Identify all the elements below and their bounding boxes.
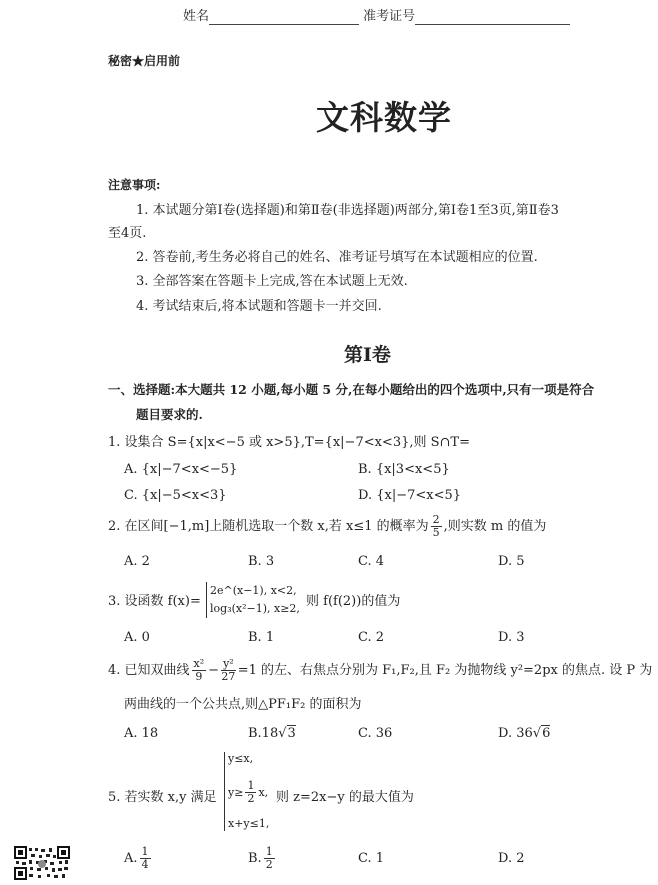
q4-stem [108,657,652,685]
q5-b-frac [264,846,275,871]
q5-c1: y≤x, [228,752,254,765]
q5-b-num: 1 [265,845,273,858]
q1-option-c: C. {x|−5<x<3} [124,488,227,503]
radical-icon: √ [532,726,542,741]
q5-c2-num: 1 [247,779,255,792]
q3-option-d: D. 3 [498,630,525,645]
q4-b-rad: 3 [287,726,296,741]
q3-option-a: A. 0 [124,630,150,645]
q5-c2-den: 2 [247,792,255,805]
q4-option-a: A. 18 [124,726,159,741]
q5-stem-pre: 5. 若实数 x,y 满足 [108,790,217,805]
notice-item-1: 1. 本试题分第Ⅰ卷(选择题)和第Ⅱ卷(非选择题)两部分,第Ⅰ卷1至3页,第Ⅱ卷3 [136,203,559,218]
q3-stem-pre: 3. 设函数 f(x)= [108,594,201,609]
q4-d-rad: 6 [542,726,551,741]
section-title: 第Ⅰ卷 [344,344,391,366]
q3-piecewise [206,582,300,618]
q4-f2-den: 27 [221,670,236,683]
q5-c2-frac [245,780,256,805]
q3-option-b: B. 1 [248,630,275,645]
q2-option-c: C. 4 [358,554,385,569]
q5-b-pre: B. [248,851,262,866]
page-title: 文科数学 [316,98,452,137]
q5-option-c: C. 1 [358,851,385,866]
name-label: 姓名 [183,9,210,24]
q5-a-num: 1 [141,845,149,858]
q4-option-c: C. 36 [358,726,393,741]
q2-fraction [431,514,442,539]
notice-item-3: 3. 全部答案在答题卡上完成,答在本试题上无效. [136,274,408,289]
q2-den: 5 [432,526,440,539]
q1-option-a: A. {x|−7<x<−5} [124,462,238,477]
q4-b-pre: B.18 [248,726,279,741]
q5-c2-post: x, [258,785,269,799]
q2-option-d: D. 5 [498,554,525,569]
q4-f1-num: x² [193,657,205,670]
q2-option-a: A. 2 [124,554,150,569]
q4-minus: − [208,663,220,678]
q2-stem-pre: 2. 在区间[−1,m]上随机选取一个数 x,若 x≤1 的概率为 [108,519,429,534]
q3-option-c: C. 2 [358,630,385,645]
q5-constraints [224,752,269,831]
part1-heading-cont: 题目要求的. [136,407,203,422]
q5-option-a [124,846,153,872]
q5-c3: x+y≤1, [228,817,270,830]
q5-b-den: 2 [265,858,273,871]
q4-frac-y [221,658,236,683]
q5-c2-pre: y≥ [228,785,244,799]
q5-stem-post: 则 z=2x−y 的最大值为 [276,790,414,805]
q5-option-d: D. 2 [498,851,525,866]
qr-code-icon [14,846,70,880]
notice-heading: 注意事项: [108,178,161,192]
q4-option-d [498,726,550,742]
q5-option-b [248,846,277,872]
radical-icon: √ [278,726,287,741]
q3-case1: 2e^(x−1), x<2, [210,584,297,597]
part1-heading: 一、选择题:本大题共 12 小题,每小题 5 分,在每小题给出的四个选项中,只有一项是符合 [108,382,595,397]
q5-a-pre: A. [124,851,138,866]
q3-case2: log₃(x²−1), x≥2, [210,602,300,615]
q2-num: 2 [432,513,440,526]
q5-a-den: 4 [141,858,149,871]
q3-stem-post: 则 f(f(2))的值为 [306,594,401,609]
q4-f1-den: 9 [195,670,203,683]
q1-option-b: B. {x|3<x<5} [358,462,450,477]
name-field[interactable] [183,9,570,25]
q4-frac-x [192,658,207,683]
q4-stem-pre: 4. 已知双曲线 [108,663,190,678]
secret-label: 秘密★启用前 [108,54,181,68]
q5-a-frac [140,846,151,871]
id-label: 准考证号 [363,9,416,24]
q4-f2-num: y² [223,657,234,670]
q4-option-b [248,726,296,742]
q2-option-b: B. 3 [248,554,275,569]
notice-item-2: 2. 答卷前,考生务必将自己的姓名、准考证号填写在本试题相应的位置. [136,250,538,265]
q5-c2 [228,780,269,805]
q1-option-d: D. {x|−7<x<5} [358,488,462,503]
q2-stem [108,514,546,540]
id-underline [415,10,570,25]
q4-stem-line2: 两曲线的一个公共点,则△PF₁F₂ 的面积为 [124,697,362,712]
q2-stem-post: ,则实数 m 的值为 [443,519,547,534]
notice-item-4: 4. 考试结束后,将本试题和答题卡一并交回. [136,299,382,314]
q4-d-pre: D. 36 [498,726,533,741]
q4-stem-post: =1 的左、右焦点分别为 F₁,F₂,且 F₂ 为抛物线 y²=2px 的焦点. 设 P 为 [237,663,653,678]
name-underline [209,10,359,25]
q1-stem: 1. 设集合 S={x|x<−5 或 x>5},T={x|−7<x<3},则 S∩T= [108,435,470,450]
notice-item-1-cont: 至4页. [108,226,147,241]
